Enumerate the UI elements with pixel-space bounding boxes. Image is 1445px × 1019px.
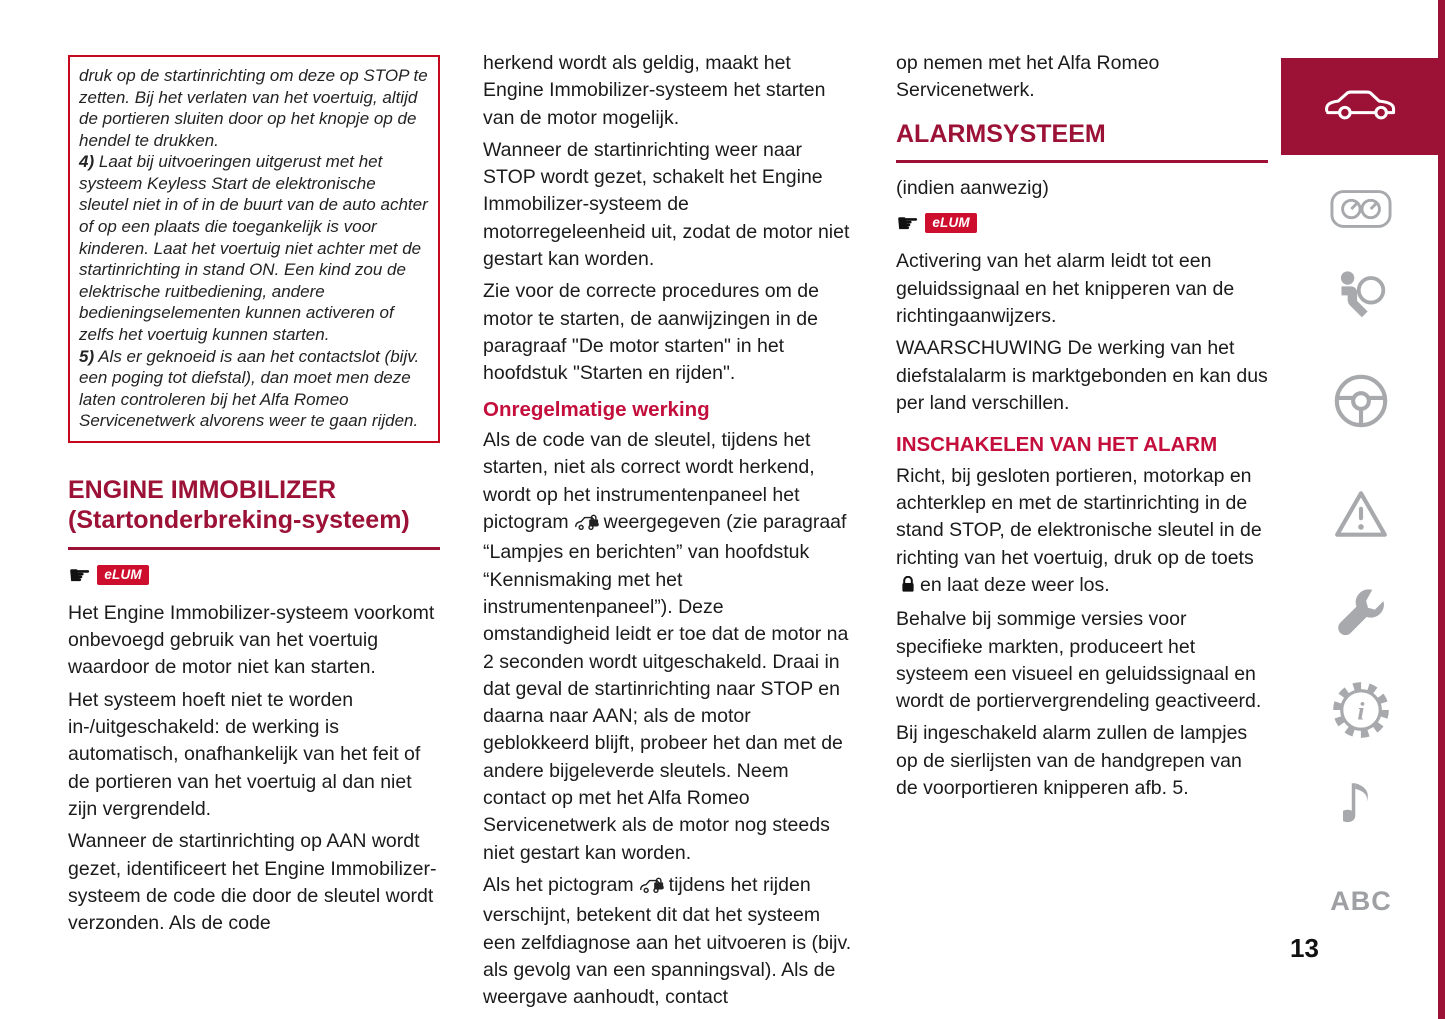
column-right — [896, 50, 1268, 807]
pointing-hand-icon: ☛ — [896, 208, 920, 239]
gear-info-icon — [1331, 680, 1391, 745]
paragraph: Zie voor de correcte procedures om de motor te starten, de aanwijzingen in de paragraaf "De motor starten" in het hoofdstuk "Starten en rijden". — [483, 280, 819, 385]
footnotes-box — [68, 55, 440, 443]
pointing-hand-icon: ☛ — [68, 559, 92, 590]
paragraph-text: Richt, bij gesloten portieren, motorkap en achterklep en met de startinrichting in de stand STOP, de elektronische sleutel in de richting van het voertuig, druk op de toets — [896, 464, 1262, 569]
paragraph: Bij ingeschakeld alarm zullen de lampjes op de sierlijsten van de handgrepen van de voorportieren knipperen afb. 5. — [896, 722, 1248, 800]
footnote-4 — [79, 151, 429, 345]
sidebar-tab-vehicle-active[interactable] — [1281, 58, 1445, 155]
paragraph: herkend wordt als geldig, maakt het Engine Immobilizer-systeem het starten van de motor mogelijk. — [483, 52, 826, 129]
immobilizer-warning-icon — [639, 875, 664, 902]
page-number: 13 — [1290, 933, 1319, 963]
paragraph — [483, 427, 855, 867]
sidebar-tab-index[interactable] — [1305, 886, 1417, 917]
lock-button-icon — [901, 574, 915, 601]
paragraph: Activering van het alarm leidt tot een geluidssignaal en het knipperen van de richtingaanwijzers. — [896, 250, 1235, 327]
section-heading-alarm-system: ALARMSYSTEEM — [896, 119, 1268, 164]
wrench-icon — [1333, 585, 1389, 646]
availability-note: (indien aanwezig) — [896, 177, 1049, 200]
paragraph — [483, 872, 855, 1011]
car-icon — [1321, 84, 1405, 129]
paragraph-text: tijdens het rijden verschijnt, betekent dit dat het systeem een zelfdiagnose aan het uitvoeren is (bijv. als gevolg van een spanningsval). Als de weergave aanhoudt, contact — [483, 873, 852, 1009]
sidebar-tab-instrument-panel[interactable] — [1305, 188, 1417, 235]
paragraph: WAARSCHUWING De werking van het diefstalalarm is marktgebonden en kan dus per land verschillen. — [896, 337, 1268, 414]
sidebar-tab-safety[interactable] — [1305, 268, 1417, 331]
subheading-arming-the-alarm: INSCHAKELEN VAN HET ALARM — [896, 433, 1218, 457]
paragraph: Het Engine Immobilizer-systeem voorkomt onbevoegd gebruik van het voertuig waardoor de motor niet kan starten. — [68, 601, 435, 679]
paragraph: Behalve bij sommige versies voor specifieke markten, produceert het systeem een visueel en geluidssignaal en wordt de portiervergrendeling geactiveerd. — [896, 608, 1262, 713]
instrument-cluster-icon — [1330, 188, 1392, 235]
paragraph: Wanneer de startinrichting op AAN wordt gezet, identificeert het Engine Immobilizer-systeem de code die door de sleutel wordt verzonden. Als de code — [68, 830, 437, 935]
sidebar-tab-technical-data[interactable] — [1305, 680, 1417, 745]
elum-reference — [68, 559, 440, 590]
paragraph — [896, 463, 1268, 601]
footnote-4-label: 4) — [79, 152, 95, 172]
sidebar-tab-multimedia[interactable] — [1305, 778, 1417, 837]
sidebar-tab-starting-driving[interactable] — [1305, 372, 1417, 435]
sidebar-tab-maintenance[interactable] — [1305, 585, 1417, 646]
heading-line-2: (Startonderbreking-systeem) — [68, 506, 410, 535]
footnote-4-text: Laat bij uitvoeringen uitgerust met het systeem Keyless Start de elektronische sleutel niet in of in de buurt van de auto achter of op een plaats die toegankelijk is voor kinderen. Laat het voertuig niet achter met de startinrichting in stand ON. Een kind zou de elektrische ruitbediening, andere bedieningselementen kunnen activeren of zelfs het voertuig kunnen starten. — [79, 152, 428, 344]
warning-triangle-icon — [1332, 488, 1390, 545]
paragraph: op nemen met het Alfa Romeo Servicenetwerk. — [896, 52, 1160, 102]
elum-badge: eLUM — [97, 565, 149, 585]
elum-reference — [896, 208, 1268, 239]
column-left — [68, 55, 440, 942]
sidebar-tab-emergency[interactable] — [1305, 488, 1417, 545]
elum-badge: eLUM — [925, 213, 977, 233]
index-label: ABC — [1330, 886, 1392, 916]
paragraph-text: Als de code van de sleutel, tijdens het starten, niet als correct wordt herkend, wordt op het instrumentenpaneel het pictogram — [483, 429, 815, 534]
subheading-irregular-operation: Onregelmatige werking — [483, 397, 710, 421]
paragraph-text: weergegeven (zie paragraaf “Lampjes en berichten” van hoofdstuk “Kennismaking met het instrumentenpaneel”). Deze omstandigheid leidt er toe dat de motor na 2 seconden wordt uitgeschakeld. Draai in dat geval de startinrichting naar STOP en daarna naar AAN; als de motor geblokkeerd blijft, probeer het dan met de andere bijgeleverde sleutels. Neem contact op met het Alfa Romeo Servicenetwerk als de motor nog steeds niet gestart kan worden. — [483, 511, 849, 864]
music-note-icon — [1343, 778, 1379, 837]
paragraph-text: en laat deze weer los. — [920, 573, 1110, 596]
svg-text:i: i — [1357, 696, 1365, 726]
paragraph: Wanneer de startinrichting weer naar STOP wordt gezet, schakelt het Engine Immobilizer-systeem de motorregeleenheid uit, zodat de motor niet gestart kan worden. — [483, 138, 850, 271]
footnote-continued: druk op de startinrichting om deze op STOP te zetten. Bij het verlaten van het voertuig, altijd de portieren sluiten door op het knopje op de hendel te drukken. — [79, 66, 428, 150]
footnote-5-text: Als er geknoeid is aan het contactslot (bijv. een poging tot diefstal), dan moet men deze laten controleren bij het Alfa Romeo Servicenetwerk alvorens weer te gaan rijden. — [79, 346, 420, 431]
steering-wheel-icon — [1332, 372, 1390, 435]
immobilizer-warning-icon — [574, 512, 599, 539]
paragraph: Het systeem hoeft niet te worden in-/uitgeschakeld: de werking is automatisch, onafhankelijk van het feit of de portieren van het voertuig al dan niet zijn vergrendeld. — [68, 688, 421, 820]
airbag-safety-icon — [1332, 268, 1390, 331]
column-middle — [483, 50, 855, 1016]
footnote-5-label: 5) — [79, 346, 95, 366]
section-heading-engine-immobilizer — [68, 475, 440, 550]
footnote-5 — [79, 346, 429, 432]
paragraph-text: Als het pictogram — [483, 873, 634, 896]
heading-line-1: ENGINE IMMOBILIZER — [68, 475, 337, 504]
